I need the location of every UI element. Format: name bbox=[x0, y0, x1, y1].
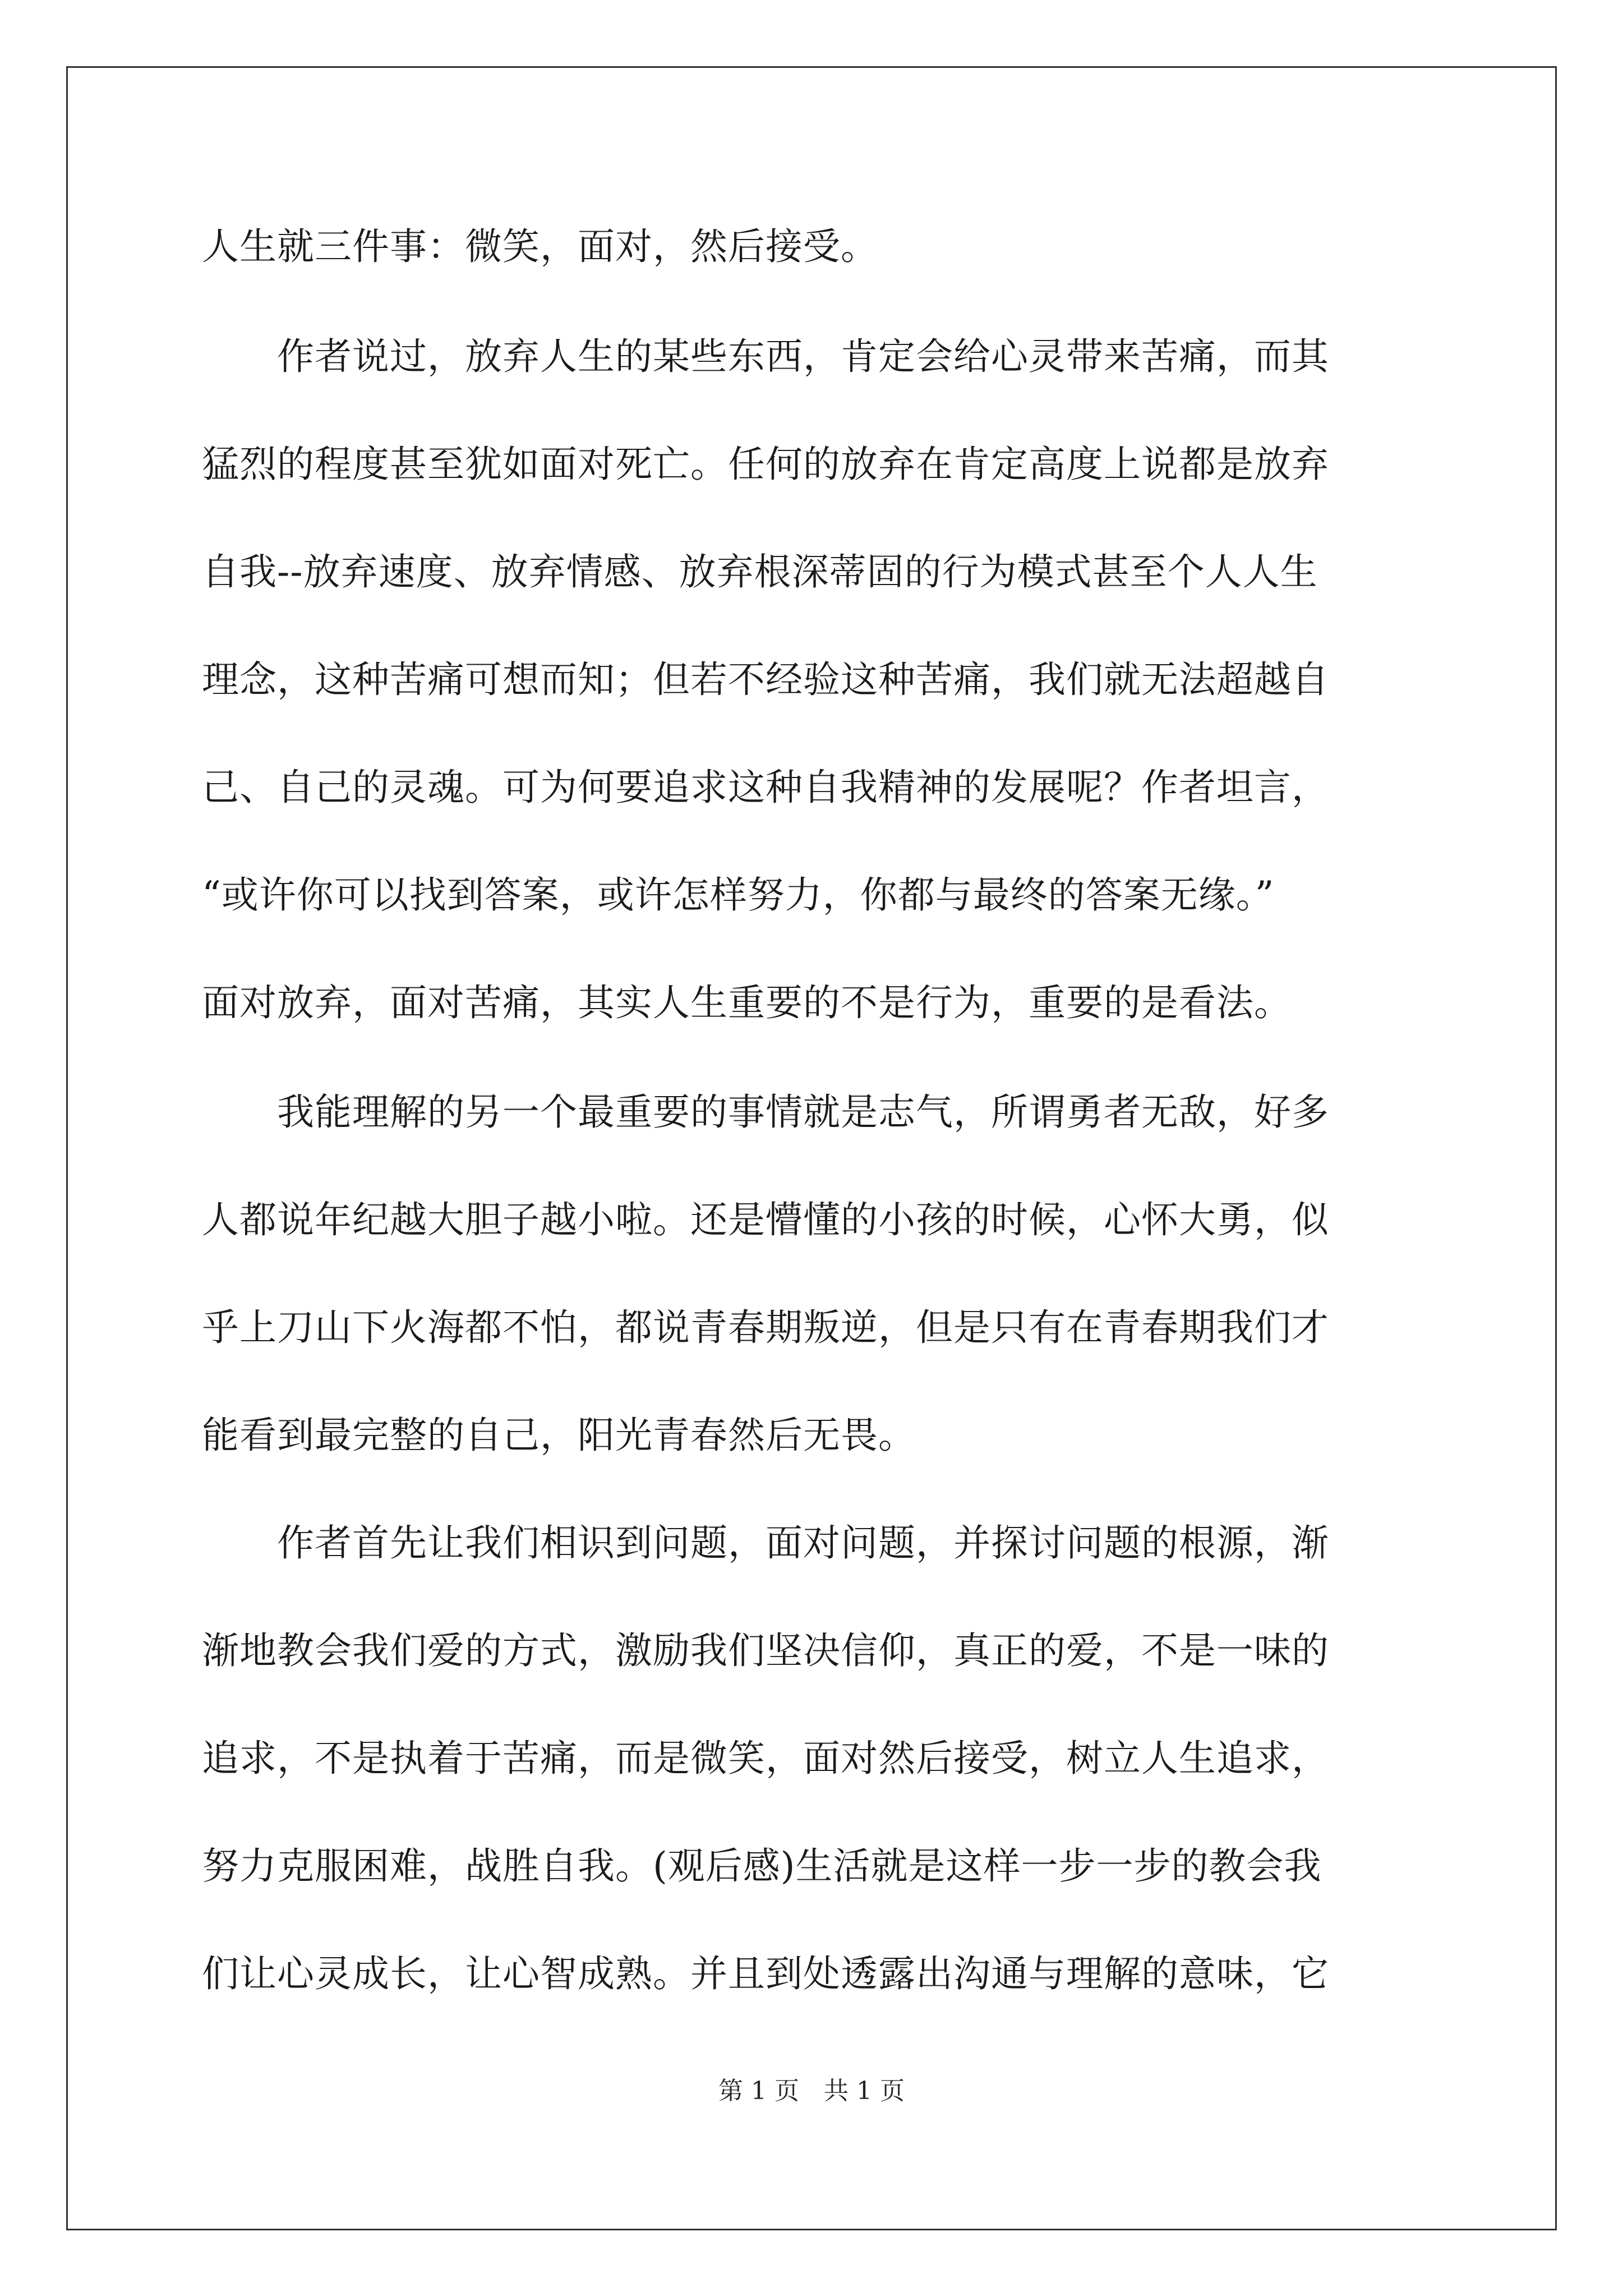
text-line: 们让心灵成长，让心智成熟。并且到处透露出沟通与理解的意味，它 bbox=[202, 1952, 1329, 1995]
page-border bbox=[66, 66, 1557, 2230]
text-line: 人都说年纪越大胆子越小啦。还是懵懂的小孩的时候，心怀大勇，似 bbox=[202, 1198, 1329, 1241]
text-line: 渐地教会我们爱的方式，激励我们坚决信仰，真正的爱，不是一味的 bbox=[202, 1629, 1329, 1672]
text-line: 能看到最完整的自己，阳光青春然后无畏。 bbox=[202, 1414, 916, 1457]
text-line: 努力克服困难，战胜自我。(观后感)生活就是这样一步一步的教会我 bbox=[202, 1844, 1322, 1888]
text-line: 自我--放弃速度、放弃情感、放弃根深蒂固的行为模式甚至个人人生 bbox=[202, 550, 1318, 593]
text-line: 作者说过，放弃人生的某些东西，肯定会给心灵带来苦痛，而其 bbox=[202, 335, 1329, 378]
text-line: 人生就三件事：微笑，面对，然后接受。 bbox=[202, 225, 878, 268]
text-line: 作者首先让我们相识到问题，面对问题，并探讨问题的根源，渐 bbox=[202, 1521, 1329, 1565]
text-line: 我能理解的另一个最重要的事情就是志气，所谓勇者无敌，好多 bbox=[202, 1091, 1329, 1134]
text-line: “或许你可以找到答案，或许怎样努力，你都与最终的答案无缘。” bbox=[202, 873, 1275, 917]
text-line: 乎上刀山下火海都不怕，都说青春期叛逆，但是只有在青春期我们才 bbox=[202, 1306, 1329, 1349]
text-line: 猛烈的程度甚至犹如面对死亡。任何的放弃在肯定高度上说都是放弃 bbox=[202, 443, 1329, 486]
text-line: 追求，不是执着于苦痛，而是微笑，面对然后接受，树立人生追求， bbox=[202, 1737, 1329, 1780]
text-line: 己、自己的灵魂。可为何要追求这种自我精神的发展呢？作者坦言， bbox=[202, 766, 1329, 809]
page-number-footer: 第 1 页 共 1 页 bbox=[718, 2077, 905, 2105]
text-line: 面对放弃，面对苦痛，其实人生重要的不是行为，重要的是看法。 bbox=[202, 981, 1292, 1024]
text-line: 理念，这种苦痛可想而知；但若不经验这种苦痛，我们就无法超越自 bbox=[202, 658, 1329, 701]
